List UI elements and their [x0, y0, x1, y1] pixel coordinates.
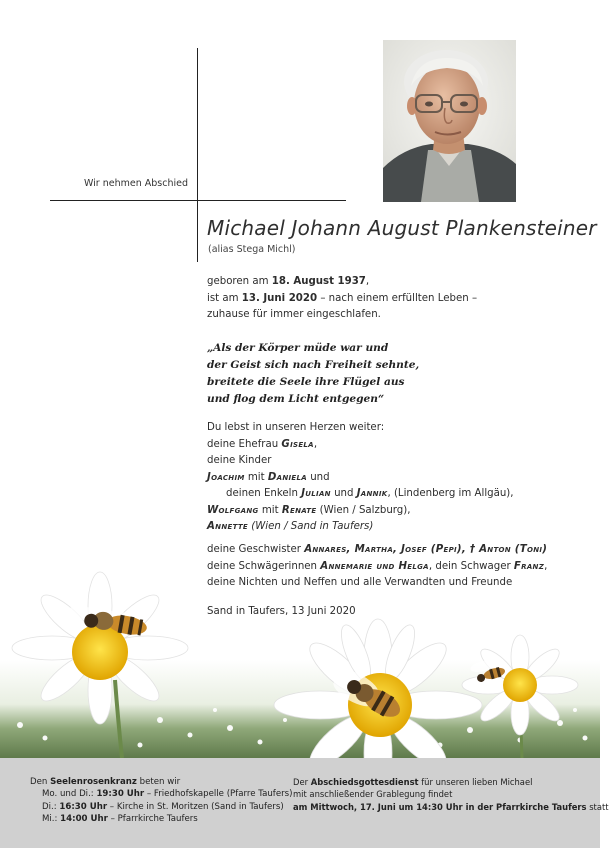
mourners-list: Du lebst in unseren Herzen weiter: deine Ehefrau Gisela, deine Kinder Joachim mit Daniela und deinen Enkeln Julian und Jannik, (Lindenberg im Allgäu), Wolfgang mit Renate (Wien / Salzburg), Annette (Wien / Sand in Taufers) — [207, 422, 514, 532]
cross-horizontal-line — [50, 200, 346, 201]
place-date: Sand in Taufers, 13 Juni 2020 — [207, 606, 356, 617]
deceased-alias: (alias Stega Michl) — [208, 244, 296, 255]
rosary-info: Den Seelenrosenkranz beten wir Mo. und Di.: 19:30 Uhr – Friedhofskapelle (Pfarre Taufers) Di.: 16:30 Uhr – Kirche in St. Moritzen (Sand in Taufers) Mi.: 14:00 Uhr – Pfarrkirche Taufers — [30, 777, 293, 825]
funeral-mass-info: Der Abschiedsgottesdienst für unseren lieben Michael mit anschließender Grablegung findet am Mittwoch, 17. Juni um 14:30 Uhr in der Pfarrkirche Taufers statt — [293, 777, 609, 812]
cross-vertical-line — [197, 48, 198, 262]
daisy-meadow-image — [0, 560, 600, 758]
death-date: 13. Juni 2020 — [241, 292, 318, 304]
death-line-2: zuhause für immer eingeschlafen. — [207, 309, 381, 320]
portrait-photo — [383, 40, 516, 202]
relatives-list: deine Geschwister Annares, Martha, Josef (Pepi), † Anton (Toni) deine Schwägerinnen Annemarie und Helga, dein Schwager Franz, deine Nichten und Neffen und alle Verwandten und Freunde — [207, 544, 548, 588]
farewell-heading: Wir nehmen Abschied — [83, 178, 188, 189]
wife-name: Gisela — [281, 438, 314, 450]
memorial-quote: „Als der Körper müde war und der Geist sich nach Freiheit sehnte, breitete die Seele ihre Flügel aus und flog dem Licht entgegen“ — [207, 342, 420, 405]
birth-line: geboren am 18. August 1937, — [207, 276, 370, 287]
death-line: ist am 13. Juni 2020 – nach einem erfüllten Leben – — [207, 292, 478, 304]
birth-date: 18. August 1937 — [271, 276, 366, 287]
deceased-name: Michael Johann August Plankensteiner — [207, 216, 597, 240]
